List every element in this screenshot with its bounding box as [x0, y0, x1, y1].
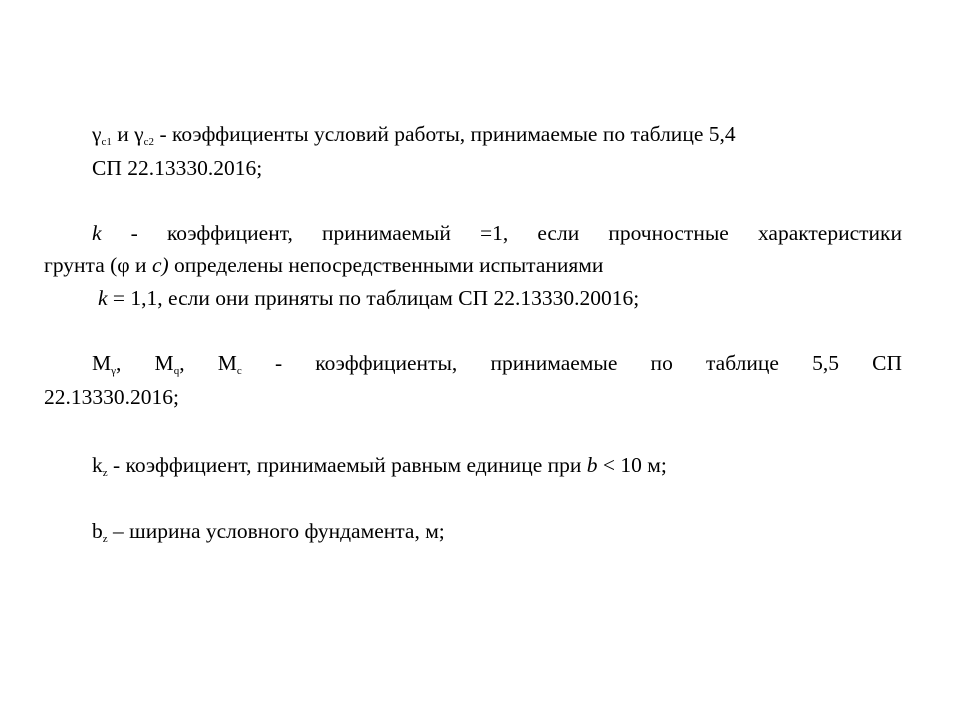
item-gamma-c-line-2	[92, 155, 262, 181]
text-segment: γ	[92, 122, 102, 146]
text-segment-italic: k	[92, 221, 102, 245]
item-k-line-3	[98, 285, 639, 311]
text-segment: k	[92, 453, 103, 477]
text-segment: и γ	[111, 122, 144, 146]
text-segment: - коэффициент, принимаемый равным единице при	[107, 453, 587, 477]
item-bz-line	[92, 518, 445, 544]
text-segment: М	[92, 351, 112, 375]
text-segment: - коэффициенты, принимаемые по таблице 5,5 СП	[241, 351, 902, 375]
item-k-line-1	[92, 220, 902, 246]
subscript: z	[102, 467, 108, 479]
text-segment: 22.13330.2016;	[44, 385, 179, 409]
subscript: γ	[111, 365, 116, 377]
text-segment: , М	[116, 351, 174, 375]
text-segment: – ширина условного фундамента, м;	[107, 519, 445, 543]
subscript: z	[102, 533, 108, 545]
text-segment: - коэффициенты условий работы, принимаемые по таблице 5,4	[154, 122, 736, 146]
text-segment: < 10 м;	[597, 453, 667, 477]
text-segment: b	[92, 519, 103, 543]
item-m-coeff-line-2	[44, 384, 179, 410]
item-m-coeff-line-1	[92, 350, 902, 376]
subscript: c1	[101, 136, 112, 148]
subscript: c2	[143, 136, 155, 148]
subscript: q	[173, 365, 180, 377]
text-segment: = 1,1, если они приняты по таблицам СП 22.13330.20016;	[107, 286, 640, 310]
text-segment: определены непосредственными испытаниями	[168, 253, 604, 277]
text-segment-italic: k	[98, 286, 108, 310]
text-segment: - коэффициент, принимаемый =1, если прочностные характеристики	[101, 221, 902, 245]
text-segment: грунта (φ и	[44, 253, 152, 277]
subscript: c	[236, 365, 242, 377]
item-kz-line	[92, 452, 667, 478]
item-k-line-2	[44, 252, 603, 278]
text-segment: , М	[179, 351, 237, 375]
text-segment-italic: с)	[151, 253, 169, 277]
text-segment: СП 22.13330.2016;	[92, 156, 263, 180]
text-segment-italic: b	[586, 453, 598, 477]
item-gamma-c-line-1	[92, 121, 736, 147]
